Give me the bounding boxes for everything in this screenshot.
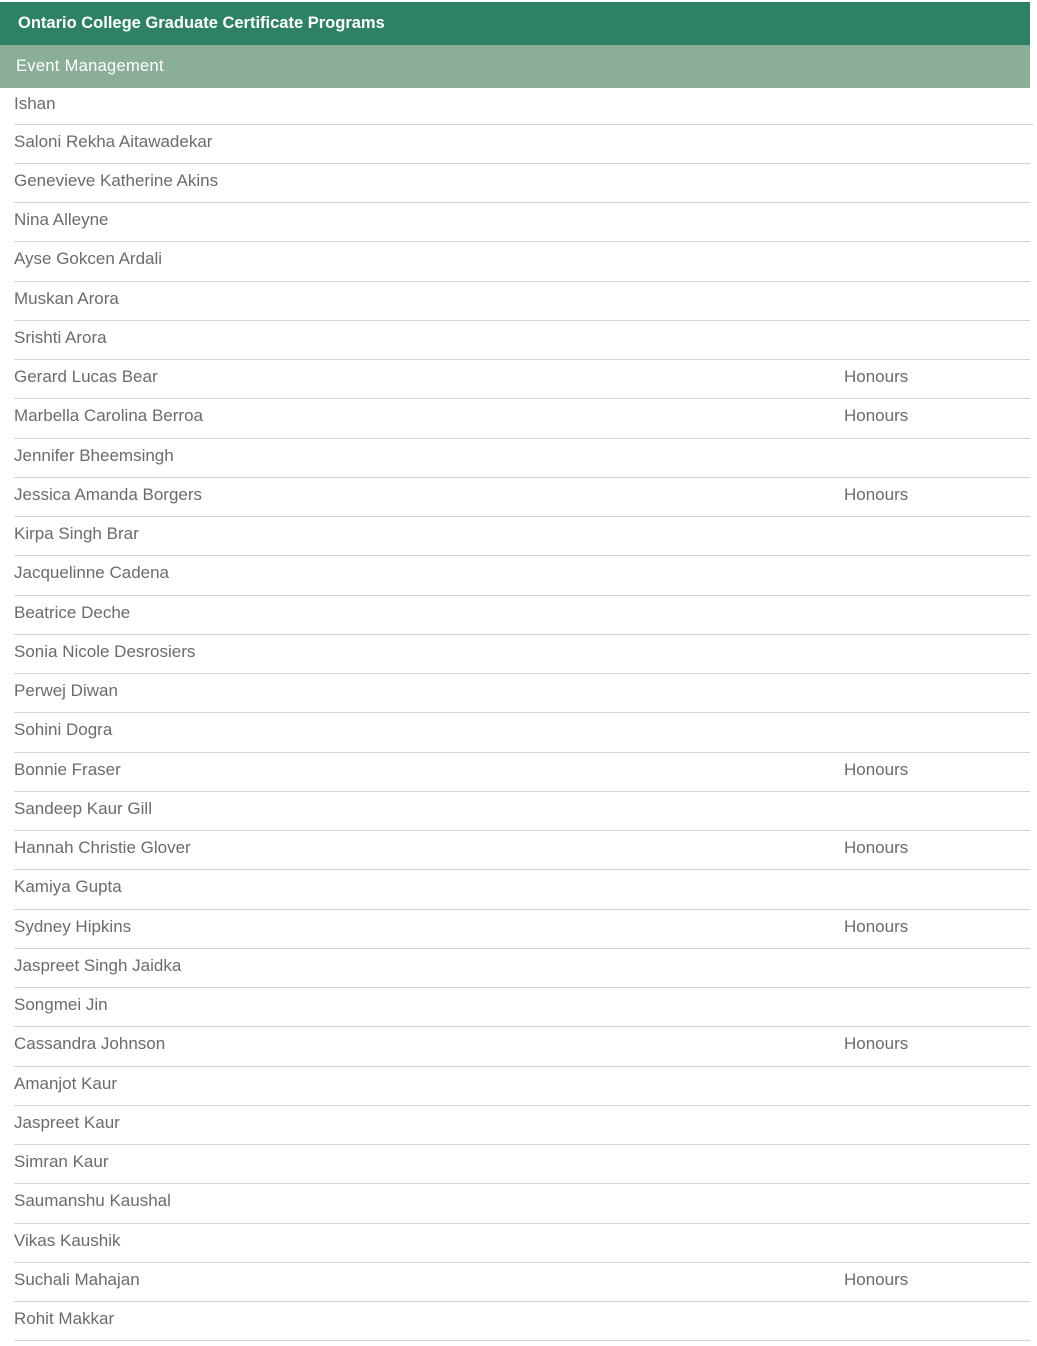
program-section-header	[0, 45, 1030, 88]
graduate-name: Beatrice Deche	[14, 602, 131, 622]
graduate-name: Muskan Arora	[14, 288, 119, 308]
graduate-name: Songmei Jin	[14, 995, 108, 1014]
graduate-name: Kamiya Gupta	[14, 877, 122, 897]
graduate-name: Hannah Christie Glover	[14, 838, 191, 857]
graduate-row	[14, 164, 1030, 203]
graduate-row	[14, 1184, 1030, 1223]
graduate-row	[14, 321, 1030, 360]
graduate-row	[14, 910, 1030, 949]
graduate-name: Saloni Rekha Aitawadekar	[14, 131, 213, 151]
page-title: Ontario College Graduate Certificate Programs	[18, 14, 385, 32]
graduate-name: Saumanshu Kaushal	[14, 1191, 171, 1211]
graduate-row	[14, 1224, 1030, 1263]
graduate-row	[14, 203, 1030, 242]
graduate-name: Jessica Amanda Borgers	[14, 484, 203, 504]
graduate-row	[14, 360, 1030, 399]
graduate-name: Ishan	[14, 94, 56, 113]
graduate-name: Bonnie Fraser	[14, 759, 121, 779]
page-header	[0, 2, 1030, 45]
honours-label: Honours	[844, 1034, 909, 1054]
graduate-row	[14, 1263, 1030, 1302]
graduate-row	[14, 988, 1030, 1027]
graduate-row	[14, 713, 1030, 752]
graduate-row	[14, 753, 1030, 792]
graduate-name: Rohit Makkar	[14, 1309, 115, 1328]
graduate-name: Sohini Dogra	[14, 720, 113, 740]
graduate-row	[14, 439, 1030, 478]
graduate-name: Suchali Mahajan	[14, 1269, 140, 1289]
graduate-list	[14, 88, 1030, 1341]
graduate-row	[14, 674, 1030, 713]
graduate-row	[14, 399, 1030, 438]
graduate-name: Jacquelinne Cadena	[14, 563, 170, 583]
honours-label: Honours	[844, 1269, 909, 1289]
graduate-row	[14, 517, 1030, 556]
program-title: Event Management	[16, 57, 164, 75]
graduate-row	[14, 88, 1033, 125]
graduate-name: Srishti Arora	[14, 327, 107, 347]
graduate-name: Sydney Hipkins	[14, 916, 132, 936]
honours-label: Honours	[844, 406, 909, 426]
graduate-row	[14, 1302, 1030, 1341]
graduate-row	[14, 1145, 1030, 1184]
graduate-name: Gerard Lucas Bear	[14, 367, 158, 386]
graduate-name: Marbella Carolina Berroa	[14, 406, 203, 426]
graduate-name: Simran Kaur	[14, 1152, 109, 1171]
graduate-row	[14, 478, 1030, 517]
graduate-name: Amanjot Kaur	[14, 1073, 117, 1093]
graduate-name: Jennifer Bheemsingh	[14, 445, 174, 465]
graduate-name: Nina Alleyne	[14, 210, 109, 229]
graduate-name: Jaspreet Singh Jaidka	[14, 955, 182, 975]
graduate-name: Sonia Nicole Desrosiers	[14, 641, 196, 661]
graduate-name: Perwej Diwan	[14, 681, 118, 700]
graduate-row	[14, 831, 1030, 870]
graduate-row	[14, 949, 1030, 988]
graduate-row	[14, 1067, 1030, 1106]
graduate-name: Cassandra Johnson	[14, 1034, 166, 1054]
graduate-name: Genevieve Katherine Akins	[14, 170, 219, 190]
graduate-name: Ayse Gokcen Ardali	[14, 249, 163, 269]
graduate-name: Jaspreet Kaur	[14, 1112, 120, 1132]
graduate-row	[14, 1106, 1030, 1145]
graduate-row	[14, 556, 1030, 595]
graduate-name: Vikas Kaushik	[14, 1230, 121, 1250]
graduate-row	[14, 635, 1030, 674]
honours-label: Honours	[844, 484, 909, 504]
graduate-row	[14, 282, 1030, 321]
graduate-row	[14, 792, 1030, 831]
graduate-row	[14, 242, 1030, 281]
graduate-name: Sandeep Kaur Gill	[14, 798, 152, 818]
honours-label: Honours	[844, 367, 909, 386]
graduate-row	[14, 125, 1030, 164]
honours-label: Honours	[844, 916, 909, 936]
honours-label: Honours	[844, 838, 909, 857]
graduate-row	[14, 1027, 1030, 1066]
graduate-name: Kirpa Singh Brar	[14, 524, 139, 543]
graduate-row	[14, 870, 1030, 909]
graduate-row	[14, 596, 1030, 635]
honours-label: Honours	[844, 759, 909, 779]
